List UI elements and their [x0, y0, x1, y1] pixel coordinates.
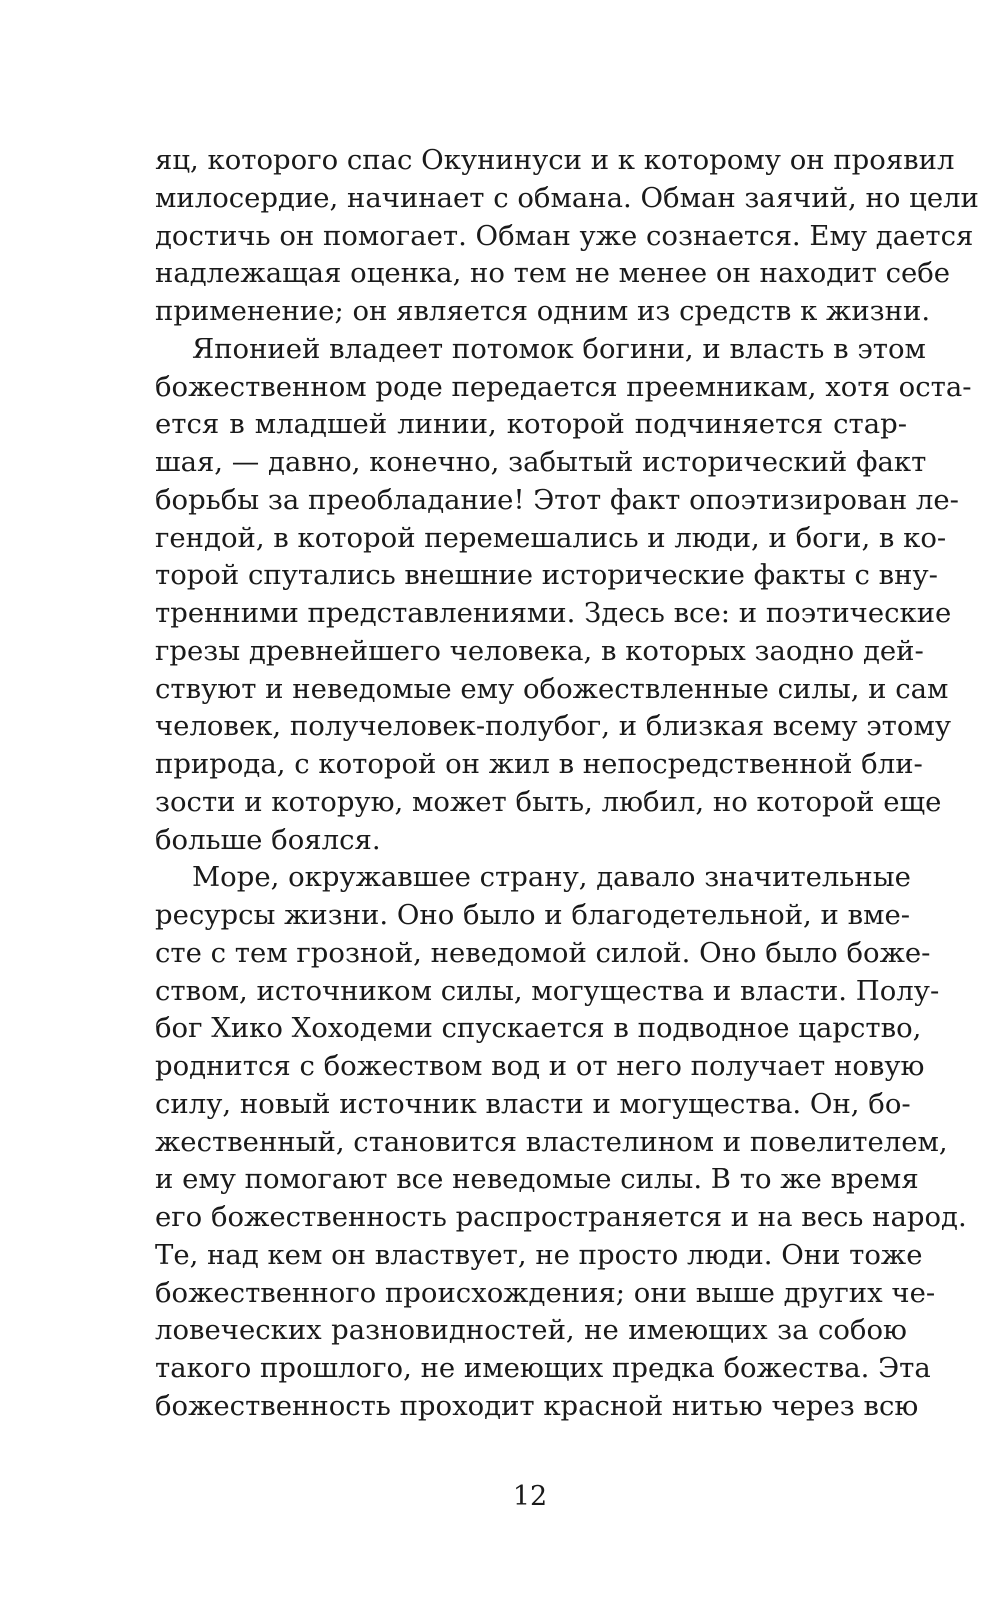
text-line: роднится с божеством вод и от него получает новую [155, 1050, 925, 1082]
page-number: 12 [512, 1481, 548, 1512]
text-line: природа, с которой он жил в непосредственной бли- [155, 748, 923, 780]
text-line: силу, новый источник власти и могущества. Он, бо- [155, 1087, 911, 1120]
text-line: торой спутались внешние исторические факты с вну- [155, 559, 938, 592]
text-line: милосердие, начинает с обмана. Обман заячий, но цели [155, 181, 979, 214]
body-text [155, 142, 979, 1426]
text-line: достичь он помогает. Обман уже сознается. Ему дается [155, 219, 974, 252]
text-line: Японией владеет потомок богини, и власть в этом [192, 332, 926, 365]
text-line: бог Хико Хоходеми спускается в подводное царство, [155, 1012, 922, 1045]
text-line: такого прошлого, не имеющих предка божества. Эта [155, 1352, 931, 1384]
text-line: ется в младшей линии, которой подчиняется стар- [155, 408, 907, 441]
text-line: его божественность распространяется и на весь народ. [155, 1201, 967, 1233]
text-line: Те, над кем он властвует, не просто люди. Они тоже [155, 1238, 923, 1271]
text-line: гендой, в которой перемешались и люди, и боги, в ко- [155, 521, 947, 554]
text-line: ствуют и неведомые ему обожествленные силы, и сам [155, 672, 949, 705]
text-line: Море, окружавшее страну, давало значительные [192, 861, 911, 894]
text-line: жественный, становится властелином и повелителем, [155, 1125, 948, 1158]
text-line: зости и которую, может быть, любил, но которой еще [155, 785, 942, 818]
text-line: шая, — давно, конечно, забытый исторический факт [155, 446, 927, 478]
text-line: применение; он является одним из средств к жизни. [155, 295, 931, 327]
text-line: человек, получеловек-полубог, и близкая всему этому [155, 710, 952, 743]
text-line: божественном роде передается преемникам, хотя оста- [155, 370, 972, 403]
text-line: божественность проходит красной нитью через всю [155, 1389, 919, 1422]
text-line: божественного происхождения; они выше других че- [155, 1276, 936, 1309]
text-line: больше боялся. [155, 823, 381, 856]
text-line: и ему помогают все неведомые силы. В то же время [155, 1163, 919, 1196]
text-line: надлежащая оценка, но тем не менее он находит себе [155, 257, 951, 290]
text-line: борьбы за преобладание! Этот факт опоэтизирован ле- [155, 483, 959, 516]
text-line: ловеческих разновидностей, не имеющих за собою [155, 1314, 907, 1347]
text-line: тренними представлениями. Здесь все: и поэтические [155, 597, 952, 629]
text-line: яц, которого спас Окунинуси и к которому он проявил [155, 144, 955, 176]
text-line: сте с тем грозной, неведомой силой. Оно было боже- [155, 936, 931, 969]
text-line: грезы древнейшего человека, в которых заодно дей- [155, 634, 924, 667]
text-line: ресурсы жизни. Оно было и благодетельной, и вме- [155, 899, 911, 931]
text-line: ством, источником силы, могущества и власти. Полу- [155, 974, 940, 1007]
